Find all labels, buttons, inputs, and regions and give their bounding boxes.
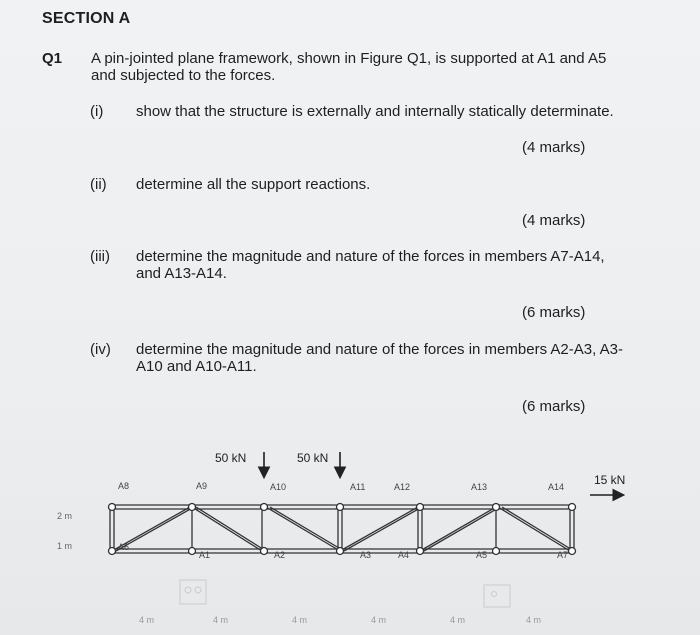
part-ii-number: (ii) <box>90 176 107 193</box>
span-label-5: 4 m <box>450 615 466 625</box>
joint-A6 <box>109 548 116 555</box>
node-label-A8: A8 <box>118 481 130 491</box>
load-label-1: 50 kN <box>215 451 247 465</box>
node-label-A5: A5 <box>476 550 488 560</box>
joint-A4 <box>417 548 424 555</box>
section-title: SECTION A <box>42 10 131 27</box>
part-ii-marks: (4 marks) <box>522 212 586 229</box>
part-iv-number: (iv) <box>90 341 111 358</box>
node-label-A13: A13 <box>471 482 488 492</box>
truss-figure <box>0 440 700 635</box>
node-label-A11: A11 <box>350 482 366 492</box>
span-label-4: 4 m <box>371 615 387 625</box>
joint-A9 <box>189 504 196 511</box>
height-label-2m: 2 m <box>57 511 73 521</box>
node-label-A14: A14 <box>548 482 565 492</box>
joint-A11 <box>337 504 344 511</box>
support-A1 <box>180 580 206 604</box>
part-i-marks: (4 marks) <box>522 139 586 156</box>
span-label-2: 4 m <box>213 615 229 625</box>
span-label-3: 4 m <box>292 615 308 625</box>
part-iv-text-line-2: A10 and A10-A11. <box>136 358 257 375</box>
joint-A2 <box>261 548 268 555</box>
span-label-6: 4 m <box>526 615 542 625</box>
joint-A10 <box>261 504 268 511</box>
part-i-number: (i) <box>90 103 104 120</box>
part-ii-text: determine all the support reactions. <box>136 176 371 193</box>
part-iv-marks: (6 marks) <box>522 398 586 415</box>
part-iv-text-line-1: determine the magnitude and nature of the forces in members A2-A3, A3- <box>136 341 623 358</box>
node-label-A1: A1 <box>199 550 211 560</box>
joint-A8 <box>109 504 116 511</box>
part-i-text: show that the structure is externally and internally statically determinate. <box>136 103 614 120</box>
load-label-2: 50 kN <box>297 451 329 465</box>
truss-members <box>110 505 574 553</box>
node-label-A12: A12 <box>394 482 411 492</box>
node-label-A6: A6 <box>118 542 130 552</box>
node-label-A2: A2 <box>274 550 286 560</box>
part-iii-text-line-2: and A13-A14. <box>136 265 227 282</box>
support-A5 <box>484 585 510 607</box>
span-label-1: 4 m <box>139 615 155 625</box>
height-label-1m: 1 m <box>57 541 73 551</box>
node-label-A9: A9 <box>196 481 208 491</box>
supports <box>180 580 510 607</box>
joint-A1 <box>189 548 196 555</box>
joint-A7 <box>569 548 576 555</box>
part-iii-number: (iii) <box>90 248 110 265</box>
part-iii-marks: (6 marks) <box>522 304 586 321</box>
part-iii-text-line-1: determine the magnitude and nature of the forces in members A7-A14, <box>136 248 605 265</box>
load-label-3: 15 kN <box>594 473 626 487</box>
node-label-A7: A7 <box>557 550 569 560</box>
joint-A5 <box>493 548 500 555</box>
question-number: Q1 <box>42 50 63 67</box>
node-label-A10: A10 <box>270 482 287 492</box>
joint-A14 <box>569 504 576 511</box>
node-label-A3: A3 <box>360 550 372 560</box>
joint-A3 <box>337 548 344 555</box>
question-intro-line-1: A pin-jointed plane framework, shown in Figure Q1, is supported at A1 and A5 <box>91 50 607 67</box>
node-label-A4: A4 <box>398 550 410 560</box>
joint-A12 <box>417 504 424 511</box>
joint-A13 <box>493 504 500 511</box>
question-intro-line-2: and subjected to the forces. <box>91 67 276 84</box>
